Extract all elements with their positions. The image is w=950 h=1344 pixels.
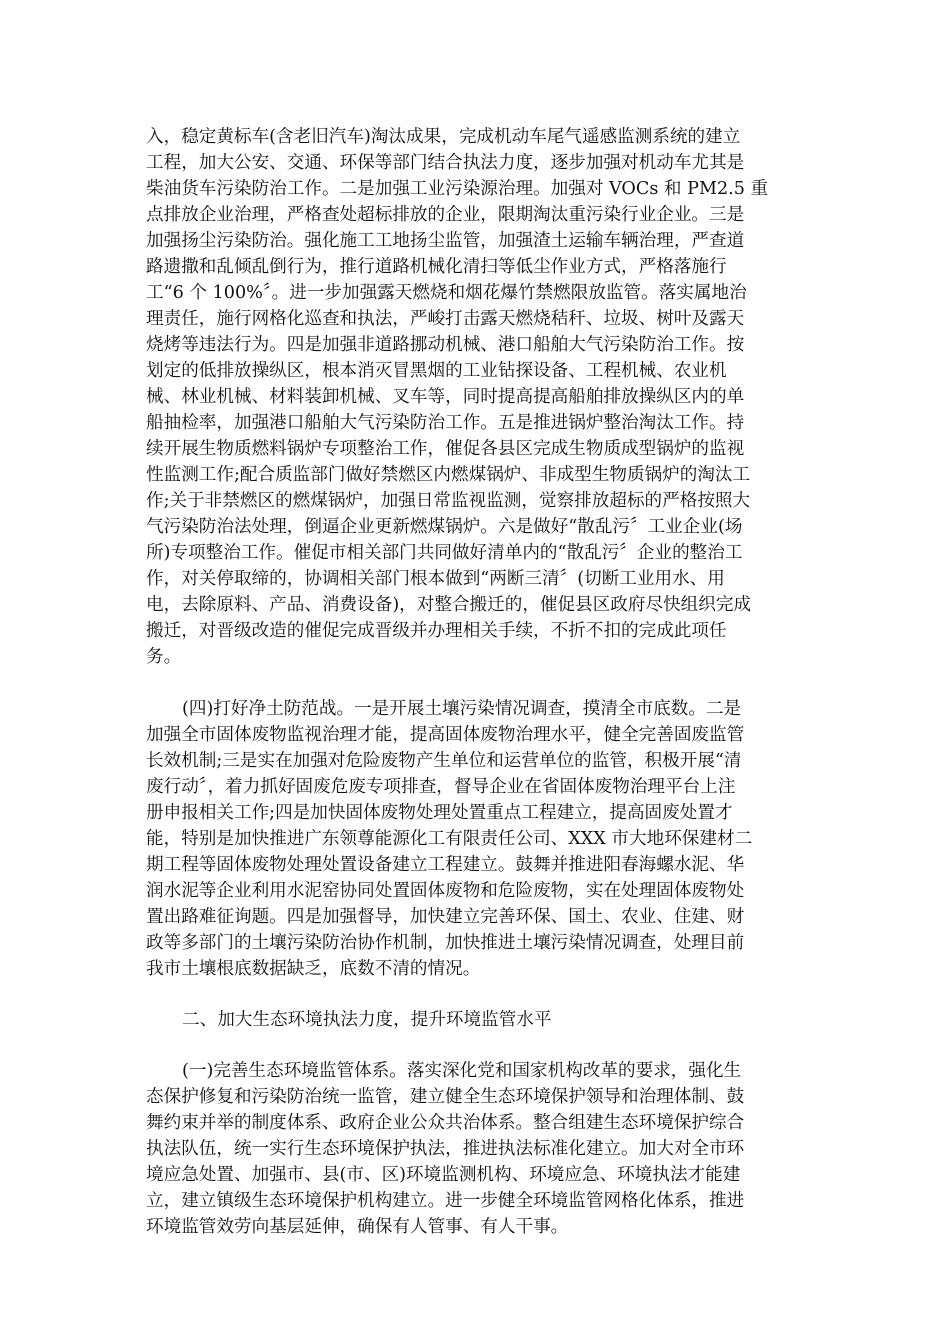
text-line: 所)专项整治工作。催促市相关部门共同做好清单内的“散乱污〞企业的整治工 xyxy=(146,543,743,563)
text-line: 册申报相关工作;四是加快固体废物处理处置重点工程建立，提高固废处置才 xyxy=(146,803,733,823)
text-line: 作;关于非禁燃区的燃煤锅炉，加强日常监视监测，觉察排放超标的严格按照大 xyxy=(146,491,751,511)
text-line: 作，对关停取缔的，协调相关部门根本做到“两断三清〞(切断工业用水、用 xyxy=(146,569,725,589)
text-line: (四)打好净土防范战。一是开展土壤污染情况调查，摸清全市底数。二是 xyxy=(182,699,742,719)
document-page xyxy=(146,124,806,1240)
paragraph-gap xyxy=(146,1033,806,1058)
text-line: 我市土壤根底数据缺乏，底数不清的情况。 xyxy=(146,959,481,979)
text-line: 立，建立镇级生态环境保护机构建立。进一步健全环境监管网格化体系，推进 xyxy=(146,1191,745,1211)
text-line: 工“6 个 100%〞。进一步加强露天燃烧和烟花爆竹禁燃限放监管。落实属地治 xyxy=(146,283,747,303)
text-line: 船抽检率，加强港口船舶大气污染防治工作。五是推进锅炉整治淘汰工作。持 xyxy=(146,413,745,433)
text-line: 烧烤等违法行为。四是加强非道路挪动机械、港口船舶大气污染防治工作。按 xyxy=(146,335,745,355)
text-line: 理责任，施行网格化巡查和执法，严峻打击露天燃烧秸秆、垃圾、树叶及露天 xyxy=(146,309,745,329)
text-line: 务。 xyxy=(146,647,182,667)
text-line: 加强扬尘污染防治。强化施工工地扬尘监管，加强渣土运输车辆治理，严查道 xyxy=(146,231,745,251)
text-line: 性监测工作;配合质监部门做好禁燃区内燃煤锅炉、非成型生物质锅炉的淘汰工 xyxy=(146,465,751,485)
text-line: 态保护修复和污染防治统一监管，建立健全生态环境保护领导和治理体制、鼓 xyxy=(146,1087,745,1107)
text-line: 能，特别是加快推进广东领尊能源化工有限责任公司、XXX 市大地环保建材二 xyxy=(146,829,753,849)
text-line: 点排放企业治理，严格查处超标排放的企业，限期淘汰重污染行业企业。三是 xyxy=(146,205,745,225)
text-line: 柴油货车污染防治工作。二是加强工业污染源治理。加强对 VOCs 和 PM2.5 重 xyxy=(146,179,769,199)
paragraph-regulatory-system xyxy=(146,1058,806,1240)
text-line: 润水泥等企业利用水泥窑协同处置固体废物和危险废物，实在处理固体废物处 xyxy=(146,881,745,901)
text-line: 置出路难征询题。四是加强督导，加快建立完善环保、国土、农业、住建、财 xyxy=(146,907,745,927)
text-line: 入，稳定黄标车(含老旧汽车)淘汰成果，完成机动车尾气遥感监测系统的建立 xyxy=(146,127,741,147)
text-line: 环境监管效劳向基层延伸，确保有人管事、有人干事。 xyxy=(146,1217,569,1237)
text-line: 电，去除原料、产品、消费设备)，对整合搬迁的，催促县区政府尽快组织完成 xyxy=(146,595,752,615)
text-line: 废行动〞，着力抓好固废危废专项排查，督导企业在省固体废物治理平台上注 xyxy=(146,777,736,797)
text-line: 政等多部门的土壤污染防治协作机制，加快推进土壤污染情况调查，处理目前 xyxy=(146,933,745,953)
section-heading xyxy=(146,1007,806,1033)
paragraph-soil-pollution xyxy=(146,696,806,982)
paragraph-air-pollution-continued xyxy=(146,124,806,670)
text-line: 气污染防治法处理，倒逼企业更新燃煤锅炉。六是做好“散乱污〞工业企业(场 xyxy=(146,517,743,537)
text-line: 长效机制;三是实在加强对危险废物产生单位和运营单位的监管，积极开展“清 xyxy=(146,751,742,771)
section-heading-text: 二、加大生态环境执法力度，提升环境监管水平 xyxy=(182,1010,552,1030)
text-line: 期工程等固体废物处理处置设备建立工程建立。鼓舞并推进阳春海螺水泥、华 xyxy=(146,855,745,875)
text-line: 境应急处置、加强市、县(市、区)环境监测机构、环境应急、环境执法才能建 xyxy=(146,1165,741,1185)
text-line: 续开展生物质燃料锅炉专项整治工作，催促各县区完成生物质成型锅炉的监视 xyxy=(146,439,745,459)
text-line: 加强全市固体废物监视治理才能，提高固体废物治理水平，健全完善固废监管 xyxy=(146,725,745,745)
text-line: 搬迁，对晋级改造的催促完成晋级并办理相关手续，不折不扣的完成此项任 xyxy=(146,621,727,641)
text-line: 划定的低排放操纵区，根本消灭冒黑烟的工业钻探设备、工程机械、农业机 xyxy=(146,361,727,381)
text-line: 舞约束并举的制度体系、政府企业公众共治体系。整合组建生态环境保护综合 xyxy=(146,1113,745,1133)
text-line: 路遗撒和乱倾乱倒行为，推行道路机械化清扫等低尘作业方式，严格落施行 xyxy=(146,257,727,277)
paragraph-gap xyxy=(146,982,806,1007)
text-line: 执法队伍，统一实行生态环境保护执法，推进执法标准化建立。加大对全市环 xyxy=(146,1139,745,1159)
paragraph-gap xyxy=(146,670,806,696)
text-line: 械、林业机械、材料装卸机械、叉车等，同时提高提高船舶排放操纵区内的单 xyxy=(146,387,745,407)
text-line: 工程，加大公安、交通、环保等部门结合执法力度，逐步加强对机动车尤其是 xyxy=(146,153,745,173)
text-line: (一)完善生态环境监管体系。落实深化党和国家机构改革的要求，强化生 xyxy=(182,1061,742,1081)
